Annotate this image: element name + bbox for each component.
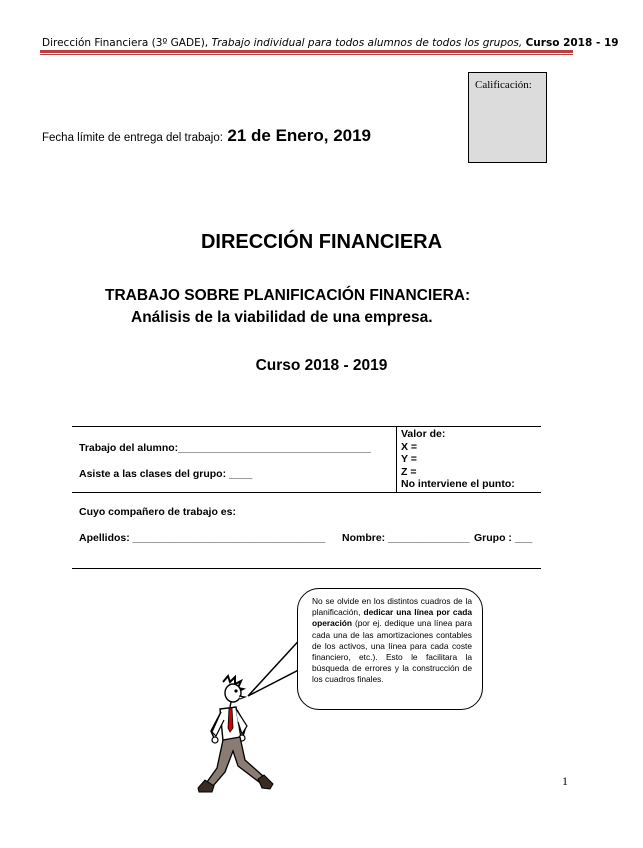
speech-bubble-note [297, 588, 483, 710]
walking-man-icon [183, 676, 278, 800]
grade-box [468, 72, 547, 163]
group-field[interactable]: Grupo : ___ [474, 532, 533, 544]
x-value-field[interactable]: X = [401, 441, 418, 453]
student-work-field[interactable]: Trabajo del alumno:_________________________________ [79, 442, 371, 454]
name-field[interactable]: Nombre: ______________ [342, 532, 470, 544]
note-text-bold: dedicar una línea por cada operación [312, 607, 472, 629]
subtitle-line-1: TRABAJO SOBRE PLANIFICACIÓN FINANCIERA: [105, 287, 471, 304]
surnames-field[interactable]: Apellidos: _________________________________ [79, 532, 326, 544]
header-rule-thick [40, 50, 573, 53]
value-of-label: Valor de: [401, 428, 446, 440]
y-value-field[interactable]: Y = [401, 453, 417, 465]
page-number: 1 [562, 774, 568, 788]
deadline-label: Fecha límite de entrega del trabajo: [42, 132, 223, 144]
form-mid-rule [72, 492, 541, 493]
running-header [42, 37, 619, 49]
header-rule-thin [40, 54, 573, 55]
no-point-field[interactable]: No interviene el punto: [401, 478, 515, 490]
header-assignment-note: Trabajo individual para todos alumnos de todos los grupos, [211, 37, 523, 49]
deadline-value: 21 de Enero, 2019 [227, 126, 372, 145]
course-year: Curso 2018 - 2019 [255, 357, 388, 374]
z-value-field[interactable]: Z = [401, 466, 417, 478]
grade-label: Calificación: [475, 79, 532, 91]
form-bottom-rule [72, 568, 541, 569]
attends-group-field[interactable]: Asiste a las clases del grupo: ____ [79, 468, 253, 480]
form-divider [396, 426, 397, 492]
document-title: DIRECCIÓN FINANCIERA [200, 231, 443, 253]
form-top-rule [72, 426, 541, 427]
deadline [42, 126, 371, 146]
header-course-name: Dirección Financiera (3º GADE), [42, 37, 209, 49]
subtitle-line-2: Análisis de la viabilidad de una empresa. [131, 309, 433, 326]
header-course-year: Curso 2018 - 19 [525, 37, 619, 49]
note-text-after: (por ej. dedique una línea para cada una de las amortizaciones contables de los activos, una línea para cada coste financiero, etc.). Esto le facilitara la búsqueda de errores y la construcción de los cuadros finales. [312, 618, 472, 685]
note-text-before: No se olvide en los distintos cuadros de la planificación, [312, 596, 472, 618]
partner-label: Cuyo compañero de trabajo es: [79, 506, 236, 518]
